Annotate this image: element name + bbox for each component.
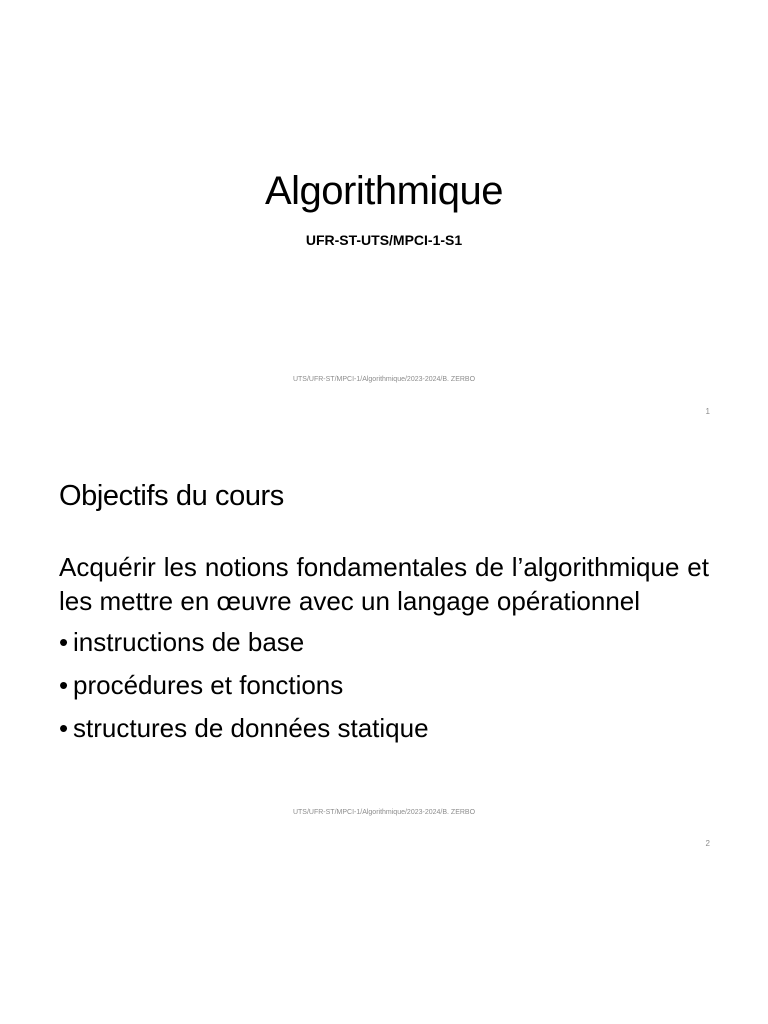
slide-2 — [0, 432, 768, 864]
slide-body — [59, 550, 709, 754]
page-number: 2 — [705, 839, 710, 848]
slide-subtitle: UFR-ST-UTS/MPCI-1-S1 — [305, 232, 463, 248]
bullet-text: instructions de base — [73, 627, 305, 657]
bullet-icon: • — [59, 627, 69, 657]
bullet-item — [59, 668, 709, 702]
bullet-text: structures de données statique — [73, 713, 429, 743]
objective-paragraph: Acquérir les notions fondamentales de l’algorithmique et les mettre en œuvre avec un langage opérationnel — [59, 552, 709, 616]
slide-heading: Objectifs du cours — [59, 480, 284, 512]
slide-title: Algorithmique — [264, 169, 504, 213]
slide-footer: UTS/UFR-ST/MPCI-1/Algorithmique/2023-2024/B. ZERBO — [292, 376, 476, 383]
bullet-item — [59, 625, 709, 659]
slide-1 — [0, 0, 768, 432]
page-number: 1 — [705, 407, 710, 416]
bullet-text: procédures et fonctions — [73, 670, 344, 700]
bullet-item — [59, 711, 709, 745]
bullet-icon: • — [59, 713, 69, 743]
slide-footer: UTS/UFR-ST/MPCI-1/Algorithmique/2023-2024/B. ZERBO — [292, 809, 476, 816]
bullet-icon: • — [59, 670, 69, 700]
